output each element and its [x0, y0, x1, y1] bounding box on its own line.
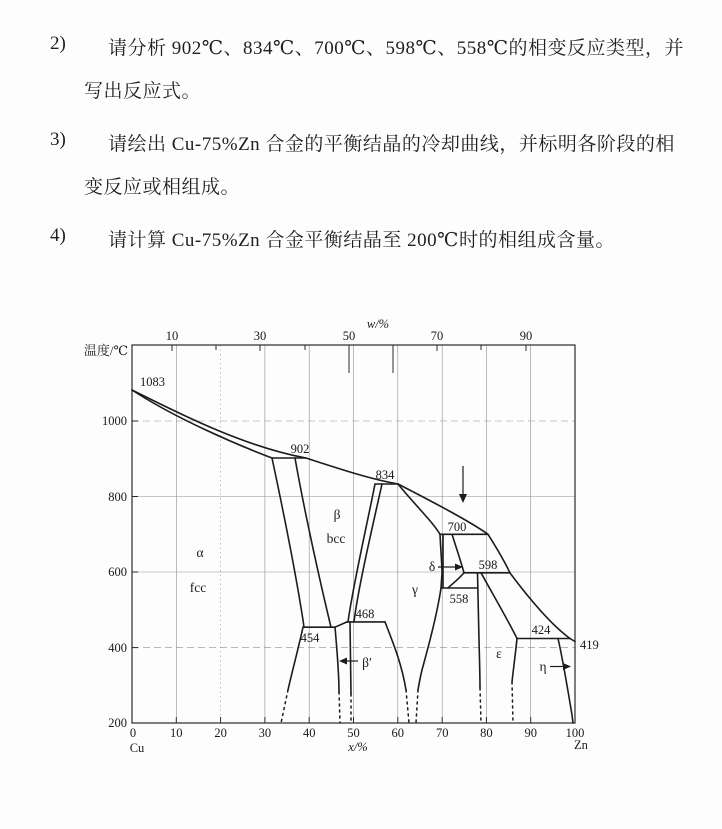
epsilon-left-boundary [478, 573, 481, 688]
label-558: 558 [449, 592, 469, 606]
gamma-left-solvus [385, 622, 406, 690]
x-tick-60: 60 [391, 726, 405, 740]
y-tick-labels [102, 414, 127, 730]
label-902: 902 [290, 442, 310, 456]
label-epsilon-phase: ε [496, 646, 502, 661]
gamma-right-solvus [418, 534, 442, 690]
question-4-line1: 请计算 Cu-75%Zn 合金平衡结晶至 200℃时的相组成含量。 [108, 230, 615, 251]
label-454: 454 [300, 631, 320, 645]
beta-prime-pointer-arrow [339, 658, 358, 665]
question-3-number: 3) [50, 129, 66, 150]
phase-labels [190, 507, 547, 674]
alpha-solvus-dashed [281, 690, 288, 723]
top-tick-10: 10 [165, 329, 179, 343]
y-tick-1000: 1000 [102, 414, 127, 428]
x-tick-90: 90 [524, 726, 537, 740]
label-gamma-phase: γ [412, 582, 418, 597]
beta-prime-right-boundary [350, 622, 351, 694]
label-eta-phase: η [539, 659, 547, 674]
label-834: 834 [375, 468, 395, 482]
eta-left-boundary [558, 639, 573, 724]
label-419: 419 [580, 638, 599, 652]
label-468: 468 [355, 607, 375, 621]
x-tick-80: 80 [480, 726, 493, 740]
y-tick-200: 200 [108, 716, 127, 730]
top-tick-labels [166, 329, 533, 343]
beta-prime-left-boundary [335, 627, 339, 692]
gamma-right-solvus-dashed [416, 690, 418, 723]
label-1083: 1083 [140, 375, 165, 389]
epsilon-left-dashed [480, 688, 481, 723]
question-2-line2: 写出反应式。 [84, 81, 202, 102]
x-tick-50: 50 [347, 726, 360, 740]
label-alpha-phase: α [196, 545, 204, 560]
y-axis-title: 温度/℃ [83, 343, 128, 358]
x-tick-10: 10 [170, 726, 183, 740]
y-tick-600: 600 [108, 565, 127, 579]
label-bcc-structure: bcc [326, 531, 346, 546]
top-axis-title: w/% [366, 317, 390, 331]
left-axis-ticks [132, 421, 138, 648]
gridlines [132, 345, 575, 723]
top-tick-30: 30 [253, 329, 267, 343]
question-3-line1: 请绘出 Cu-75%Zn 合金的平衡结晶的冷却曲线，并标明各阶段的相 [108, 134, 675, 155]
epsilon-solvus-dashed [512, 682, 513, 723]
question-2-line1: 请分析 902℃、834℃、700℃、598℃、558℃的相变反应类型，并 [108, 38, 685, 59]
x-tick-30: 30 [258, 726, 272, 740]
delta-right-boundary [448, 534, 464, 588]
gamma-left-solvus-dashed [406, 690, 409, 723]
label-424: 424 [531, 623, 551, 637]
x-tick-0: 0 [129, 726, 137, 740]
bottom-right-zn-label: Zn [574, 738, 588, 752]
gamma-left-boundary [354, 484, 382, 622]
label-700: 700 [447, 520, 467, 534]
x-tick-70: 70 [435, 726, 449, 740]
question-3-line2: 变反应或相组成。 [84, 177, 241, 198]
eta-pointer-arrow [550, 663, 571, 670]
label-fcc-structure: fcc [189, 580, 207, 595]
top-axis-ticks [172, 345, 526, 373]
label-beta-prime-phase: β′ [362, 655, 372, 670]
x-tick-100: 100 [565, 726, 585, 740]
beta-right-boundary [348, 484, 375, 622]
bottom-axis-title: x/% [348, 740, 368, 754]
bottom-left-cu-label: Cu [129, 741, 145, 755]
top-tick-50: 50 [342, 329, 356, 343]
question-2-number: 2) [50, 33, 66, 54]
question-4-number: 4) [50, 225, 66, 246]
alloy-75pct-marker-arrow [459, 466, 467, 503]
x-tick-40: 40 [302, 726, 316, 740]
x-tick-20: 20 [214, 726, 227, 740]
gamma-right-boundary [398, 484, 440, 534]
top-tick-90: 90 [519, 329, 533, 343]
top-tick-70: 70 [430, 329, 444, 343]
label-598: 598 [478, 558, 498, 572]
y-tick-400: 400 [108, 641, 127, 655]
beta-prime-left-dashed [339, 692, 340, 723]
y-tick-800: 800 [108, 490, 127, 504]
bottom-axis-ticks [132, 717, 575, 723]
epsilon-solvus [512, 639, 517, 683]
label-beta-phase: β [333, 507, 341, 522]
label-delta-phase: δ [428, 559, 436, 574]
x-tick-labels [130, 726, 585, 740]
connector-454-468 [335, 622, 347, 627]
